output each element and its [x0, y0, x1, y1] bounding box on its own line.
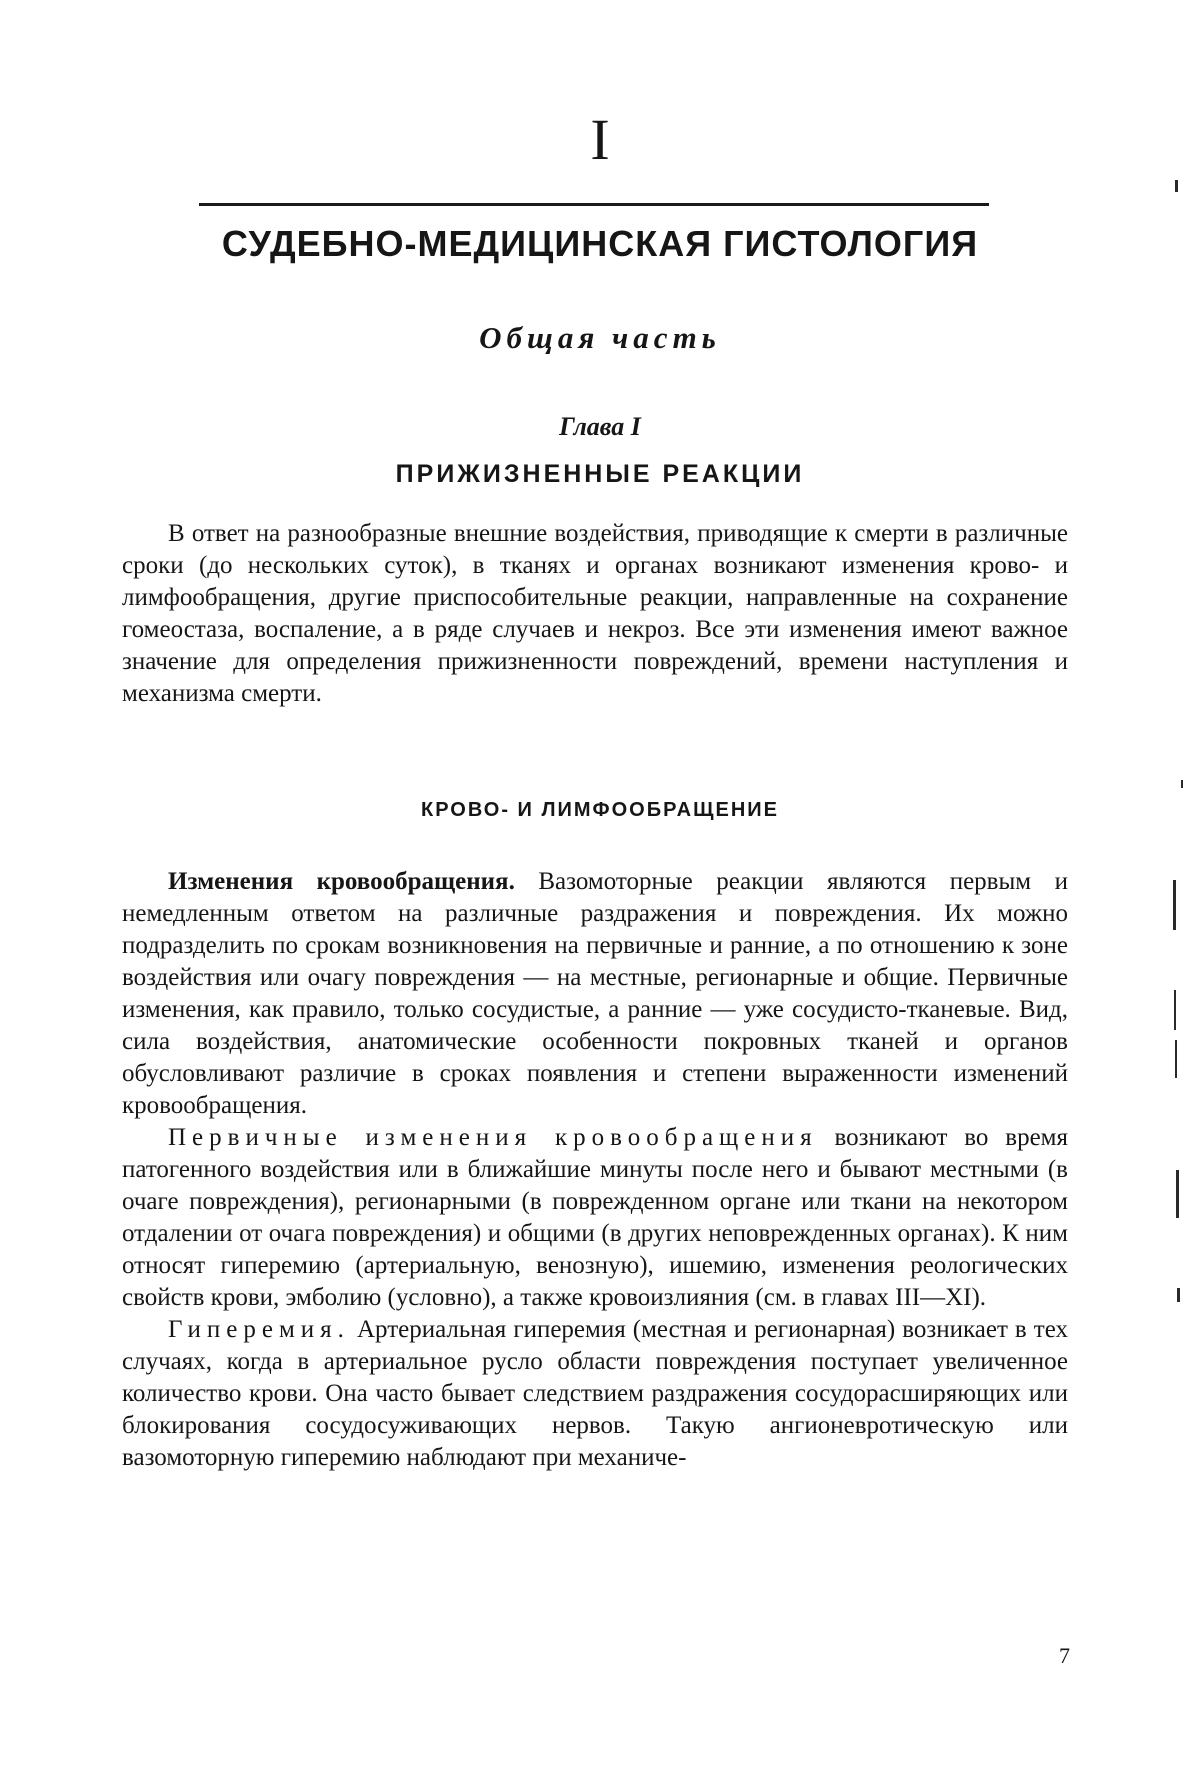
- run-in-heading: Изменения кровообращения.: [168, 868, 515, 895]
- subsection-title: КРОВО- И ЛИМФООБРАЩЕНИЕ: [420, 799, 780, 821]
- scan-mark: [1175, 180, 1178, 192]
- body-paragraph-2-text: возникают во время патогенного воздействия или в ближайшие минуты после него и бывают местными (в очаге повреждения), регионарными (в поврежденном органе или ткани на некотором отдалении от очага повреждения) и общими (в других неповрежденных органах). К ним относят гиперемию (артериальную, венозную), ишемию, изменения реологических свойств крови, эмболию (условно), а также кровоизлияния (см. в главах III—XI).: [122, 1124, 1068, 1311]
- spaced-heading-1: Первичные изменения кровообращения: [168, 1124, 818, 1151]
- scan-mark: [1175, 1040, 1177, 1078]
- scan-mark: [1174, 990, 1176, 1030]
- body-paragraph-1: [122, 866, 1068, 1122]
- spaced-heading-2: Гиперемия.: [168, 1316, 350, 1343]
- body-block: [122, 866, 1068, 1474]
- body-paragraph-3: [122, 1314, 1068, 1474]
- body-paragraph-2: [122, 1122, 1068, 1314]
- scan-mark: [1173, 880, 1176, 930]
- page-number: 7: [1059, 1643, 1070, 1668]
- chapter-label: Глава I: [559, 412, 641, 441]
- subtitle: Общая часть: [479, 320, 721, 355]
- title-rule: [199, 203, 989, 206]
- scan-mark: [1176, 1170, 1179, 1218]
- body-paragraph-1-text: Вазомоторные реакции являются первым и немедленным ответом на различные раздражения и повреждения. Их можно подразделить по срокам возникновения на первичные и ранние, а по отношению к зоне воздействия или очагу повреждения — на местные, регионарные и общие. Первичные изменения, как правило, только сосудистые, а ранние — уже сосудисто-тканевые. Вид, сила воздействия, анатомические особенности покровных тканей и органов обусловливают различие в сроках появления и степени выраженности изменений кровообращения.: [122, 868, 1068, 1119]
- chapter-title: ПРИЖИЗНЕННЫЕ РЕАКЦИИ: [395, 460, 805, 488]
- scan-mark: [1181, 780, 1183, 788]
- body-paragraph-3-text: Артериальная гиперемия (местная и регионарная) возникает в тех случаях, когда в артериальное русло области повреждения поступает увеличенное количество крови. Она часто бывает следствием раздражения сосудорасширяющих или блокирования сосудосуживающих нервов. Такую ангионевротическую или вазомоторную гиперемию наблюдают при механиче-: [122, 1316, 1068, 1471]
- intro-paragraph: В ответ на разнообразные внешние воздействия, приводящие к смерти в различные сроки (до нескольких суток), в тканях и органах возникают изменения крово- и лимфообращения, другие приспособительные реакции, направленные на сохранение гомеостаза, воспаление, а в ряде случаев и некроз. Все эти изменения имеют важное значение для определения прижизненности повреждений, времени наступления и механизма смерти.: [122, 520, 1068, 707]
- section-title: СУДЕБНО-МЕДИЦИНСКАЯ ГИСТОЛОГИЯ: [221, 223, 979, 264]
- intro-block: [122, 518, 1068, 710]
- part-number: I: [590, 107, 610, 172]
- scan-mark: [1177, 1288, 1180, 1302]
